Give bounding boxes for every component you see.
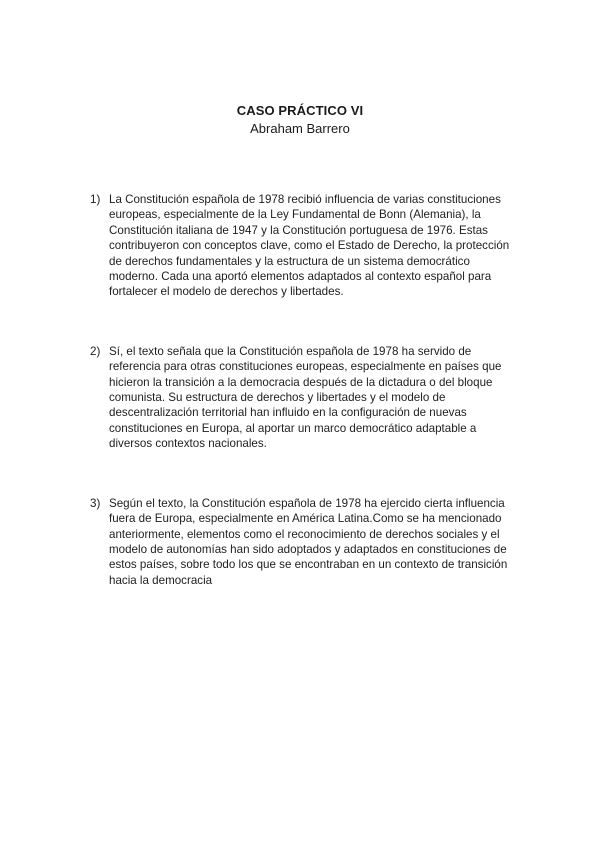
- answer-text: Sí, el texto señala que la Constitución española de 1978 ha servido de referencia para otras constituciones europeas, especialmente en países que hicieron la transición a la democracia después de la dictadura o del bloque comunista. Su estructura de derechos y libertades y el modelo de descentralización territorial han influido en la configuración de nuevas constituciones en Europa, al aportar un marco democrático adaptable a diversos contextos nacionales.: [109, 344, 502, 451]
- answer-text: Según el texto, la Constitución española de 1978 ha ejercido cierta influencia fuera de Europa, especialmente en América Latina.Como se ha mencionado anteriormente, elementos como el reconocimiento de derechos sociales y el modelo de autonomías han sido adoptados y adaptados en constituciones de estos países, sobre todo los que se encontraban en un contexto de transición hacia la democracia: [109, 496, 508, 587]
- answer-item-2: [90, 344, 522, 452]
- document-author: Abraham Barrero: [250, 121, 350, 136]
- answer-list: [90, 192, 522, 588]
- answer-number: 3): [90, 496, 101, 510]
- answer-number: 1): [90, 193, 101, 206]
- answer-item-3: [90, 496, 522, 588]
- answer-number: 2): [90, 344, 101, 358]
- answer-text: La Constitución española de 1978 recibió influencia de varias constituciones europeas, especialmente de la Ley Fundamental de Bonn (Alemania), la Constitución italiana de 1947 y la Constitución portuguesa de 1976. Estas contribuyeron con conceptos clave, como el Estado de Derecho, la protección de derechos fundamentales y la estructura de un sistema democrático moderno. Cada una aportó elementos adaptados al contexto español para fortalecer el modelo de derechos y libertades.: [109, 193, 510, 299]
- document-title: CASO PRÁCTICO VI: [236, 103, 364, 118]
- answer-item-1: [90, 192, 522, 300]
